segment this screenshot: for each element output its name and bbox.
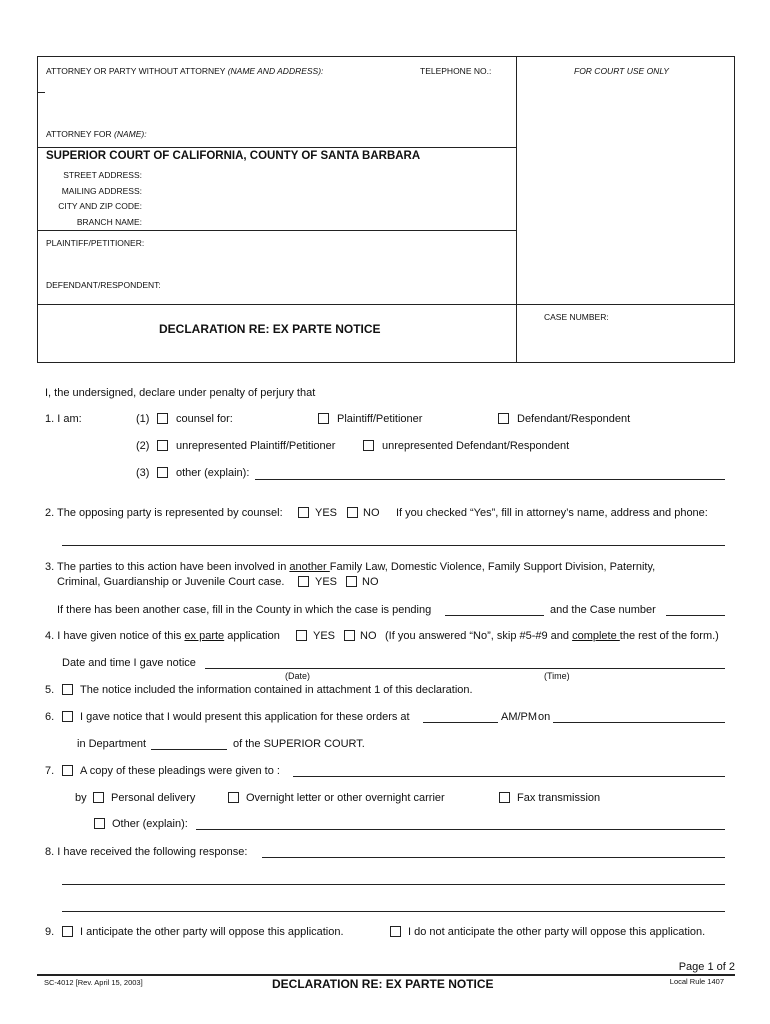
item6-number: 6.	[45, 711, 55, 723]
counsel-defendant-checkbox[interactable]	[498, 413, 509, 424]
date-time-notice-field[interactable]	[205, 668, 725, 669]
personal-delivery-label: Personal delivery	[111, 792, 196, 804]
superior-court-text: of the SUPERIOR COURT.	[233, 738, 365, 750]
item4-note: (If you answered “No”, skip #5-#9 and complete the rest of the form.)	[385, 630, 719, 642]
item7-text: A copy of these pleadings were given to :	[80, 765, 280, 777]
branch-name-label: BRANCH NAME:	[76, 217, 142, 227]
unrep-plaintiff-checkbox[interactable]	[157, 440, 168, 451]
notice-yes-checkbox[interactable]	[296, 630, 307, 641]
notice-no-label: NO	[360, 630, 377, 642]
court-name: SUPERIOR COURT OF CALIFORNIA, COUNTY OF SANTA BARBARA	[46, 150, 421, 162]
other-case-yes-checkbox[interactable]	[298, 576, 309, 587]
department-text: in Department	[77, 738, 147, 750]
county-pending-text: If there has been another case, fill in the County in which the case is pending	[57, 604, 432, 616]
item2-text: 2. The opposing party is represented by counsel:	[45, 507, 283, 519]
item6-text: I gave notice that I would present this application for these orders at	[80, 711, 410, 723]
time-caption: (Time)	[544, 671, 570, 681]
attorney-info-field[interactable]	[62, 545, 725, 546]
represented-yes-label: YES	[315, 507, 338, 519]
attachment-included-checkbox[interactable]	[62, 684, 73, 695]
counsel-for-checkbox[interactable]	[157, 413, 168, 424]
ampm-label: AM/PM	[501, 711, 538, 723]
notice-yes-label: YES	[313, 630, 336, 642]
other-explain-field[interactable]	[255, 479, 725, 480]
city-zip-label: CITY AND ZIP CODE:	[58, 201, 142, 211]
plaintiff-label: PLAINTIFF/PETITIONER:	[46, 238, 145, 248]
form-id: SC-4012 [Rev. April 15, 2003]	[44, 978, 143, 987]
will-not-oppose-label: I do not anticipate the other party will oppose this application.	[408, 926, 706, 938]
overnight-label: Overnight letter or other overnight carrier	[246, 792, 445, 804]
defendant-label: DEFENDANT/RESPONDENT:	[46, 280, 161, 290]
counsel-defendant-label: Defendant/Respondent	[517, 413, 631, 425]
unrep-plaintiff-label: unrepresented Plaintiff/Petitioner	[176, 440, 336, 452]
mailing-address-label: MAILING ADDRESS:	[61, 186, 142, 196]
item1-option1-number: (1)	[136, 413, 150, 425]
other-delivery-field[interactable]	[196, 829, 725, 830]
other-case-yes-label: YES	[315, 576, 338, 588]
item5-number: 5.	[45, 684, 55, 696]
case-number-text: and the Case number	[550, 604, 656, 616]
will-not-oppose-checkbox[interactable]	[390, 926, 401, 937]
court-use-divider	[516, 56, 517, 363]
on-label: on	[538, 711, 551, 723]
court-divider	[37, 230, 516, 231]
other-case-number-field[interactable]	[666, 615, 725, 616]
notice-time-field[interactable]	[423, 722, 498, 723]
other-delivery-label: Other (explain):	[112, 818, 188, 830]
unrep-defendant-label: unrepresented Defendant/Respondent	[382, 440, 570, 452]
document-title: DECLARATION RE: EX PARTE NOTICE	[159, 322, 381, 336]
case-number-label: CASE NUMBER:	[544, 312, 609, 322]
attorney-name-field[interactable]	[37, 92, 45, 93]
item2-note: If you checked “Yes”, fill in attorney’s name, address and phone:	[396, 507, 708, 519]
other-case-no-label: NO	[362, 576, 379, 588]
item1-option2-number: (2)	[136, 440, 150, 452]
parties-divider	[37, 304, 735, 305]
fax-checkbox[interactable]	[499, 792, 510, 803]
copy-given-checkbox[interactable]	[62, 765, 73, 776]
item1-label: 1. I am:	[45, 413, 82, 425]
gave-notice-checkbox[interactable]	[62, 711, 73, 722]
other-case-no-checkbox[interactable]	[346, 576, 357, 587]
counsel-for-label: counsel for:	[176, 413, 233, 425]
other-explain-label: other (explain):	[176, 467, 250, 479]
notice-date-field[interactable]	[553, 722, 725, 723]
intro-text: I, the undersigned, declare under penalty of perjury that	[45, 387, 316, 399]
other-delivery-checkbox[interactable]	[94, 818, 105, 829]
item3-line1: 3. The parties to this action have been involved in another Family Law, Domestic Violence, Family Support Division, Paternity,	[45, 561, 656, 573]
item5-text: The notice included the information contained in attachment 1 of this declaration.	[80, 684, 473, 696]
item1-option3-number: (3)	[136, 467, 150, 479]
fax-label: Fax transmission	[517, 792, 601, 804]
department-field[interactable]	[151, 749, 227, 750]
notice-no-checkbox[interactable]	[344, 630, 355, 641]
represented-no-label: NO	[363, 507, 380, 519]
personal-delivery-checkbox[interactable]	[93, 792, 104, 803]
item4-text: 4. I have given notice of this ex parte application	[45, 630, 280, 642]
will-oppose-label: I anticipate the other party will oppose this application.	[80, 926, 344, 938]
telephone-label: TELEPHONE NO.:	[420, 66, 492, 76]
copy-recipient-field[interactable]	[293, 776, 725, 777]
footer-rule	[37, 974, 735, 976]
unrep-defendant-checkbox[interactable]	[363, 440, 374, 451]
counsel-plaintiff-label: Plaintiff/Petitioner	[337, 413, 423, 425]
item3-line2: Criminal, Guardianship or Juvenile Court case.	[57, 576, 285, 588]
item9-number: 9.	[45, 926, 55, 938]
by-label: by	[75, 792, 87, 804]
court-use-label: FOR COURT USE ONLY	[574, 66, 669, 76]
response-field-2[interactable]	[62, 884, 725, 885]
attorney-for-label: ATTORNEY FOR (NAME):	[46, 129, 147, 139]
date-caption: (Date)	[285, 671, 311, 681]
local-rule: Local Rule 1407	[669, 977, 724, 986]
other-explain-checkbox[interactable]	[157, 467, 168, 478]
counsel-plaintiff-checkbox[interactable]	[318, 413, 329, 424]
will-oppose-checkbox[interactable]	[62, 926, 73, 937]
page-number: Page 1 of 2	[678, 961, 735, 973]
item7-number: 7.	[45, 765, 55, 777]
footer-title: DECLARATION RE: EX PARTE NOTICE	[272, 977, 494, 991]
county-field[interactable]	[445, 615, 544, 616]
date-time-notice-text: Date and time I gave notice	[62, 657, 196, 669]
street-address-label: STREET ADDRESS:	[63, 170, 142, 180]
item8-text: 8. I have received the following response:	[45, 846, 248, 858]
represented-no-checkbox[interactable]	[347, 507, 358, 518]
attorney-label: ATTORNEY OR PARTY WITHOUT ATTORNEY (NAME AND ADDRESS):	[46, 66, 324, 76]
response-field-1[interactable]	[262, 857, 725, 858]
response-field-3[interactable]	[62, 911, 725, 912]
overnight-checkbox[interactable]	[228, 792, 239, 803]
attorney-divider	[37, 147, 516, 148]
represented-yes-checkbox[interactable]	[298, 507, 309, 518]
